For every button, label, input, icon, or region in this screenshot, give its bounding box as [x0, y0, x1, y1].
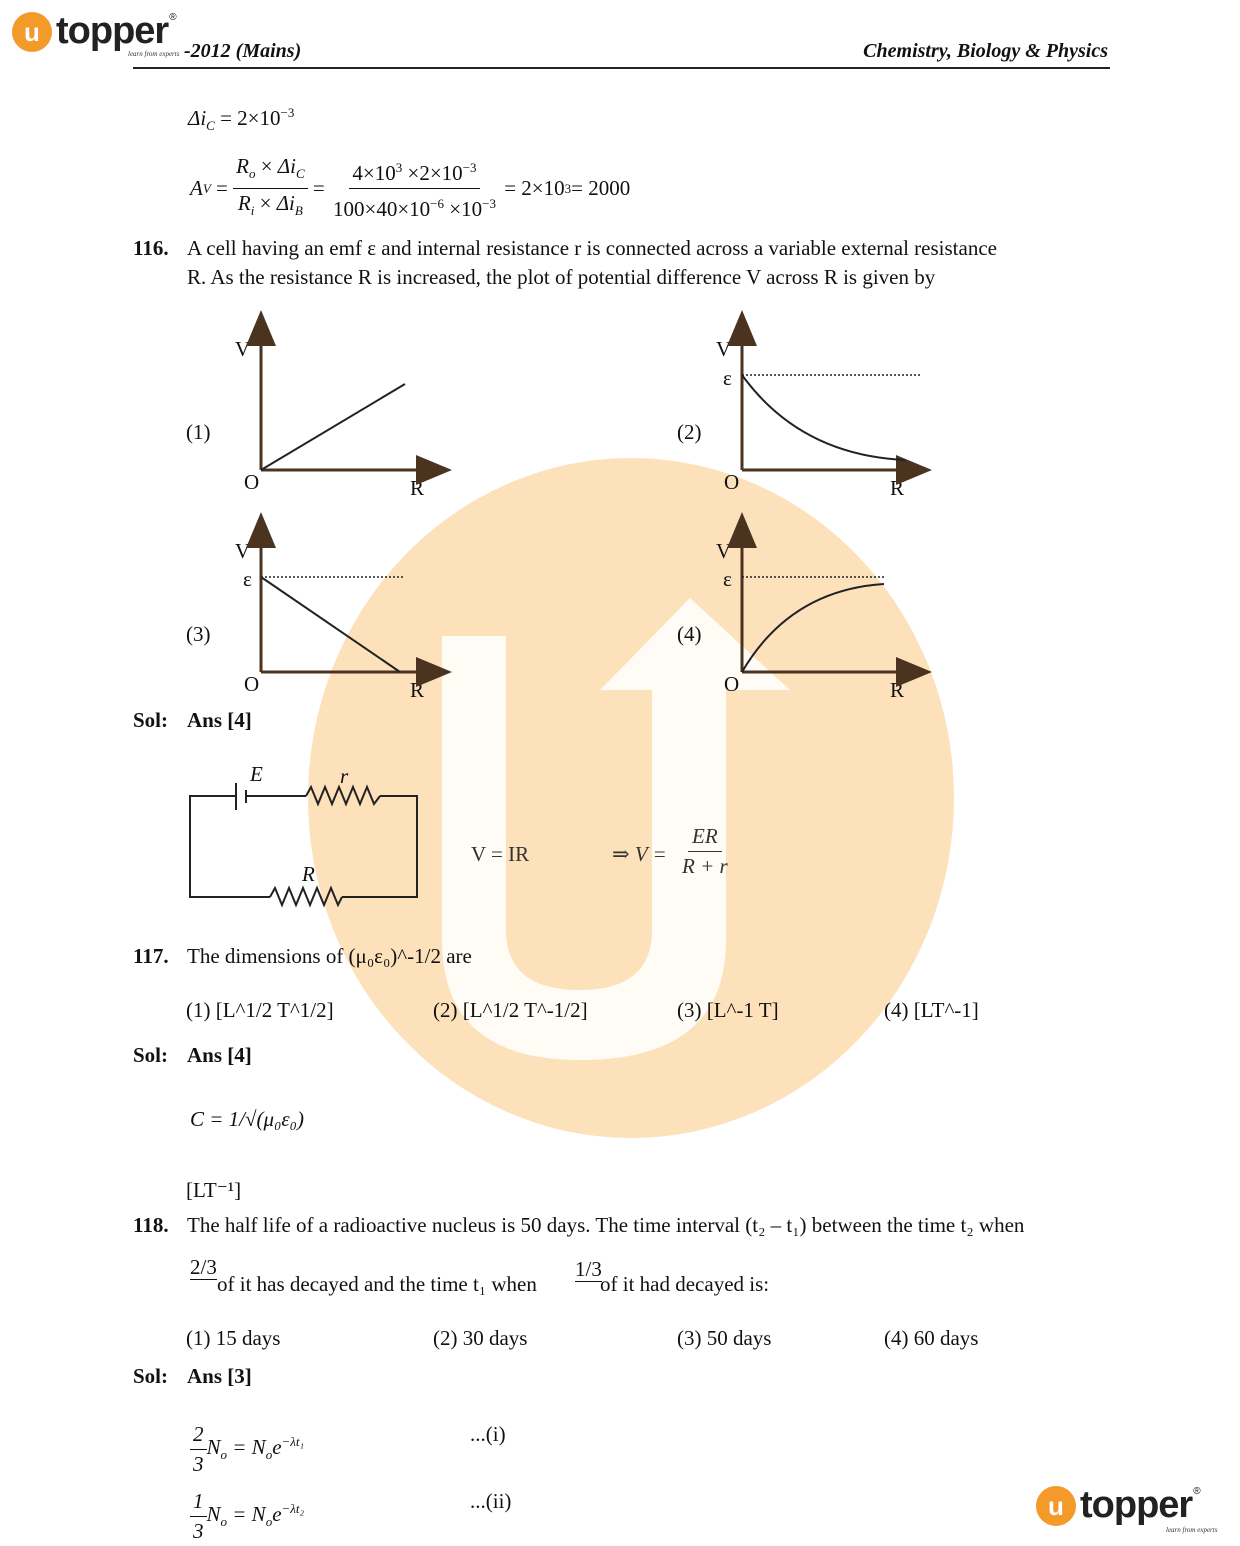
- q118-eq-ii-label: ...(ii): [470, 1489, 512, 1513]
- q118-number: 118.: [133, 1213, 169, 1237]
- q118-option-3: (3) 50 days: [677, 1326, 772, 1350]
- g3-emf-label: ε: [243, 567, 252, 591]
- logo-registered: ®: [169, 12, 177, 23]
- g4-v-label: V: [716, 539, 732, 563]
- g3-o-label: O: [244, 672, 260, 696]
- g4-emf-label: ε: [723, 567, 732, 591]
- g1-o-label: O: [244, 470, 260, 494]
- q118-option-1: (1) 15 days: [186, 1326, 281, 1350]
- q118-eq2: $\frac{1}{3}$ $N_o = N_oe^{-\lambda t_2}$: [190, 1487, 304, 1546]
- q117-text: The dimensions of (μ₀ε₀)^-1/2 are: [187, 944, 472, 968]
- logo-text: topper: [56, 10, 169, 52]
- q118-text-line1: The half life of a radioactive nucleus is 50 days. The time interval (t₂ – t₁) between the time t₂ when: [187, 1213, 1025, 1237]
- q118-eq-i-label: ...(i): [470, 1422, 506, 1446]
- q116-option-2: (2): [677, 420, 702, 444]
- q118-answer: Ans [3]: [187, 1364, 252, 1388]
- graph-1: [261, 328, 434, 470]
- g4-r-label: R: [890, 678, 905, 702]
- q117-sol-label: Sol:: [133, 1043, 169, 1067]
- q118-option-2: (2) 30 days: [433, 1326, 528, 1350]
- footer-logo-text: topper: [1080, 1484, 1193, 1526]
- circuit-label-r: r: [340, 764, 349, 788]
- q118-text-line2b: of it had decayed is:: [600, 1272, 770, 1296]
- q117-option-3: (3) [L^-1 T]: [677, 998, 779, 1022]
- exam-title: -2012 (Mains): [184, 40, 302, 62]
- q118-sol-label: Sol:: [133, 1364, 169, 1388]
- subjects-title: Chemistry, Biology & Physics: [863, 40, 1108, 62]
- q116-eq2-den: R + r: [682, 854, 728, 878]
- q117-eq-c: C = 1/√(μ₀ε₀): [190, 1107, 304, 1131]
- q116-eq2-prefix: ⇒ V =: [612, 842, 667, 866]
- q117-option-1: (1) [L^1/2 T^1/2]: [186, 998, 334, 1022]
- q116-option-4: (4): [677, 622, 702, 646]
- g2-emf-label: ε: [723, 366, 732, 390]
- footer-topper-logo: [1036, 1486, 1201, 1526]
- circuit-label-e: E: [250, 762, 263, 786]
- q116-number: 116.: [133, 236, 169, 260]
- q118-text-line2a: of it has decayed and the time t₁ when: [217, 1272, 537, 1296]
- footer-logo-tagline: learn from experts: [1166, 1526, 1218, 1534]
- q117-result: [LT⁻¹]: [186, 1178, 242, 1202]
- g2-o-label: O: [724, 470, 740, 494]
- graph-2: [742, 328, 920, 470]
- q117-number: 117.: [133, 944, 169, 968]
- q116-eq2-fraction: [682, 822, 728, 881]
- q117-option-2: (2) [L^1/2 T^-1/2]: [433, 998, 588, 1022]
- q118-eq1: $\frac{2}{3}$ $N_o = N_oe^{-\lambda t_1}$: [190, 1420, 304, 1479]
- q116-answer: Ans [4]: [187, 708, 252, 732]
- q116-text-line1: A cell having an emf ε and internal resistance r is connected across a variable external resistance: [187, 236, 997, 260]
- g3-r-label: R: [410, 678, 425, 702]
- q118-frac-one-third: [575, 1255, 602, 1284]
- q118-frac1: 2/3: [190, 1255, 217, 1279]
- q118-frac-two-thirds: [190, 1255, 217, 1280]
- g2-v-label: V: [716, 337, 732, 361]
- delta-ic-equation: $\Delta i_C = 2\times 10^{-3}$: [188, 105, 295, 134]
- q116-eq1: V = IR: [471, 842, 530, 866]
- gain-equation: A V = $\frac{R_o \times \Delta i_C}{R_i \times \Delta i_B}$ = $\frac{4\times 10^3 \times 2\times 10^{-3}}{100\times 40\times 10^{-6} \times 10^{-3}}$ = 2×10 3 = 2000: [190, 154, 631, 222]
- footer-logo-u-icon: u: [1036, 1486, 1076, 1526]
- q118-frac2: 1/3: [575, 1257, 602, 1281]
- g1-r-label: R: [410, 476, 425, 500]
- circuit-label-bigr: R: [302, 862, 315, 886]
- graph-4: [742, 530, 914, 672]
- graph-3: [261, 530, 434, 672]
- g1-v-label: V: [235, 337, 251, 361]
- q118-option-4: (4) 60 days: [884, 1326, 979, 1350]
- logo-tagline: learn from experts: [128, 50, 180, 58]
- q116-option-3: (3): [186, 622, 211, 646]
- q116-eq2-num: ER: [688, 822, 722, 852]
- q116-option-1: (1): [186, 420, 211, 444]
- q117-answer: Ans [4]: [187, 1043, 252, 1067]
- footer-logo-registered: ®: [1193, 1486, 1201, 1497]
- g4-o-label: O: [724, 672, 740, 696]
- q116-sol-label: Sol:: [133, 708, 169, 732]
- g3-v-label: V: [235, 539, 251, 563]
- logo-u-icon: u: [12, 12, 52, 52]
- q117-option-4: (4) [LT^-1]: [884, 998, 979, 1022]
- q116-text-line2: R. As the resistance R is increased, the plot of potential difference V across R is given by: [187, 265, 936, 289]
- g2-r-label: R: [890, 476, 905, 500]
